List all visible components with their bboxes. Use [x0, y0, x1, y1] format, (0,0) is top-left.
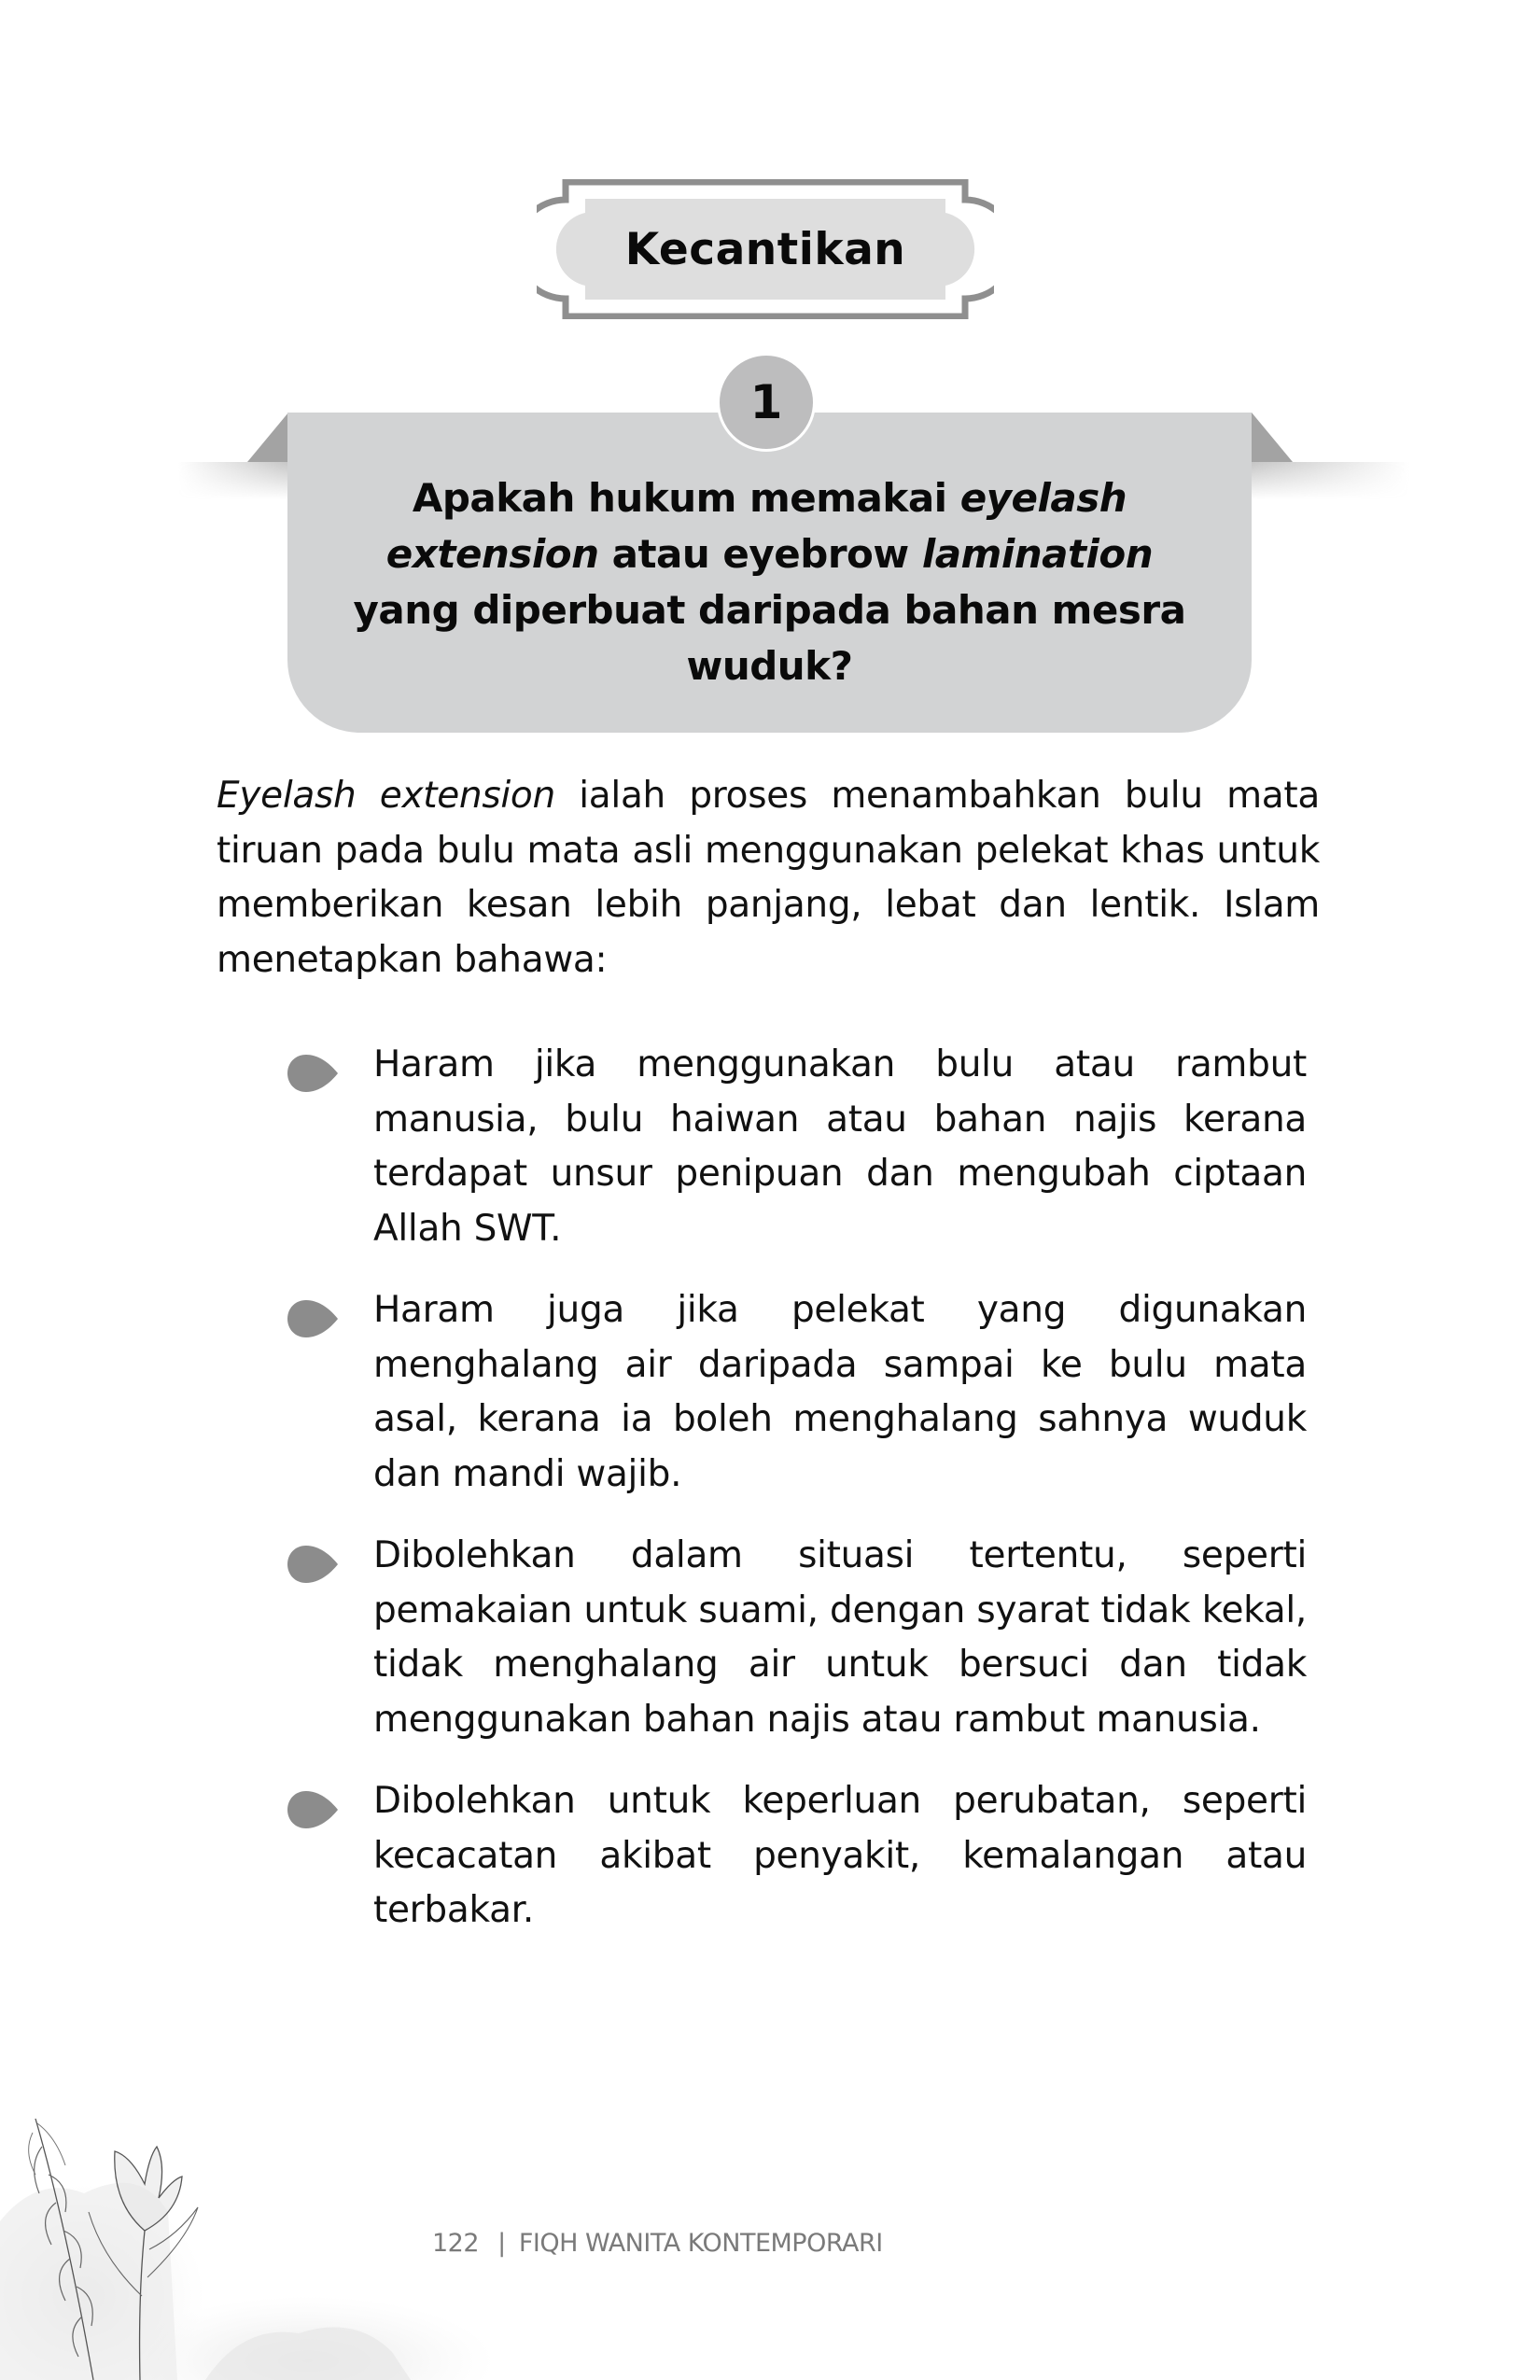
rulings-list	[280, 1038, 1307, 1966]
intro-text: ialah proses menambahkan bulu mata tiruan pada bulu mata asli menggunakan pelekat khas untuk memberikan kesan lebih panjang, lebat dan lentik. Islam menetapkan bahawa:	[217, 775, 1320, 981]
teardrop-bullet-icon	[286, 1053, 340, 1094]
teardrop-bullet-icon	[286, 1298, 340, 1339]
ruling-text: Haram juga jika pelekat yang digunakan menghalang air daripada sampai ke bulu mata asal, kerana ia boleh menghalang sahnya wuduk dan mandi wajib.	[373, 1289, 1307, 1495]
question-part-italic: eyelash	[959, 475, 1127, 521]
intro-italic-term: Eyelash extension	[217, 775, 555, 817]
book-title: FIQH WANITA KONTEMPORARI	[518, 2229, 883, 2258]
intro-paragraph	[217, 769, 1320, 987]
list-item	[280, 1529, 1307, 1747]
list-item	[280, 1774, 1307, 1939]
question-part: wuduk?	[686, 643, 853, 689]
teardrop-bullet-icon	[286, 1789, 340, 1830]
question-part-italic: extension	[385, 531, 599, 577]
question-part: yang diperbuat daripada bahan mesra	[353, 587, 1186, 633]
teardrop-bullet-icon	[286, 1544, 340, 1585]
ribbon-fold-left	[247, 413, 288, 462]
fold-shadow-right	[1251, 462, 1409, 499]
ruling-text: Dibolehkan dalam situasi tertentu, seperti pemakaian untuk suami, dengan syarat tidak kekal, tidak menghalang air untuk bersuci dan tidak menggunakan bahan najis atau rambut manusia.	[373, 1534, 1307, 1741]
ruling-text: Dibolehkan untuk keperluan perubatan, seperti kecacatan akibat penyakit, kemalangan atau terbakar.	[373, 1780, 1307, 1931]
page-footer	[432, 2229, 883, 2258]
question-number-badge: 1	[717, 353, 816, 452]
question-card	[177, 353, 1363, 745]
question-text	[287, 470, 1252, 694]
footer-separator: |	[497, 2229, 506, 2258]
ribbon-fold-right	[1252, 413, 1293, 462]
question-part: Apakah hukum memakai	[412, 475, 960, 521]
section-banner	[537, 179, 994, 319]
question-part-italic: lamination	[921, 531, 1154, 577]
question-part: atau eyebrow	[598, 531, 922, 577]
ruling-text: Haram jika menggunakan bulu atau rambut manusia, bulu haiwan atau bahan najis kerana terdapat unsur penipuan dan mengubah ciptaan Allah SWT.	[373, 1043, 1307, 1250]
list-item	[280, 1038, 1307, 1256]
section-title: Kecantikan	[624, 223, 906, 275]
fold-shadow-left	[177, 462, 289, 499]
page-number: 122	[432, 2229, 480, 2258]
list-item	[280, 1283, 1307, 1502]
